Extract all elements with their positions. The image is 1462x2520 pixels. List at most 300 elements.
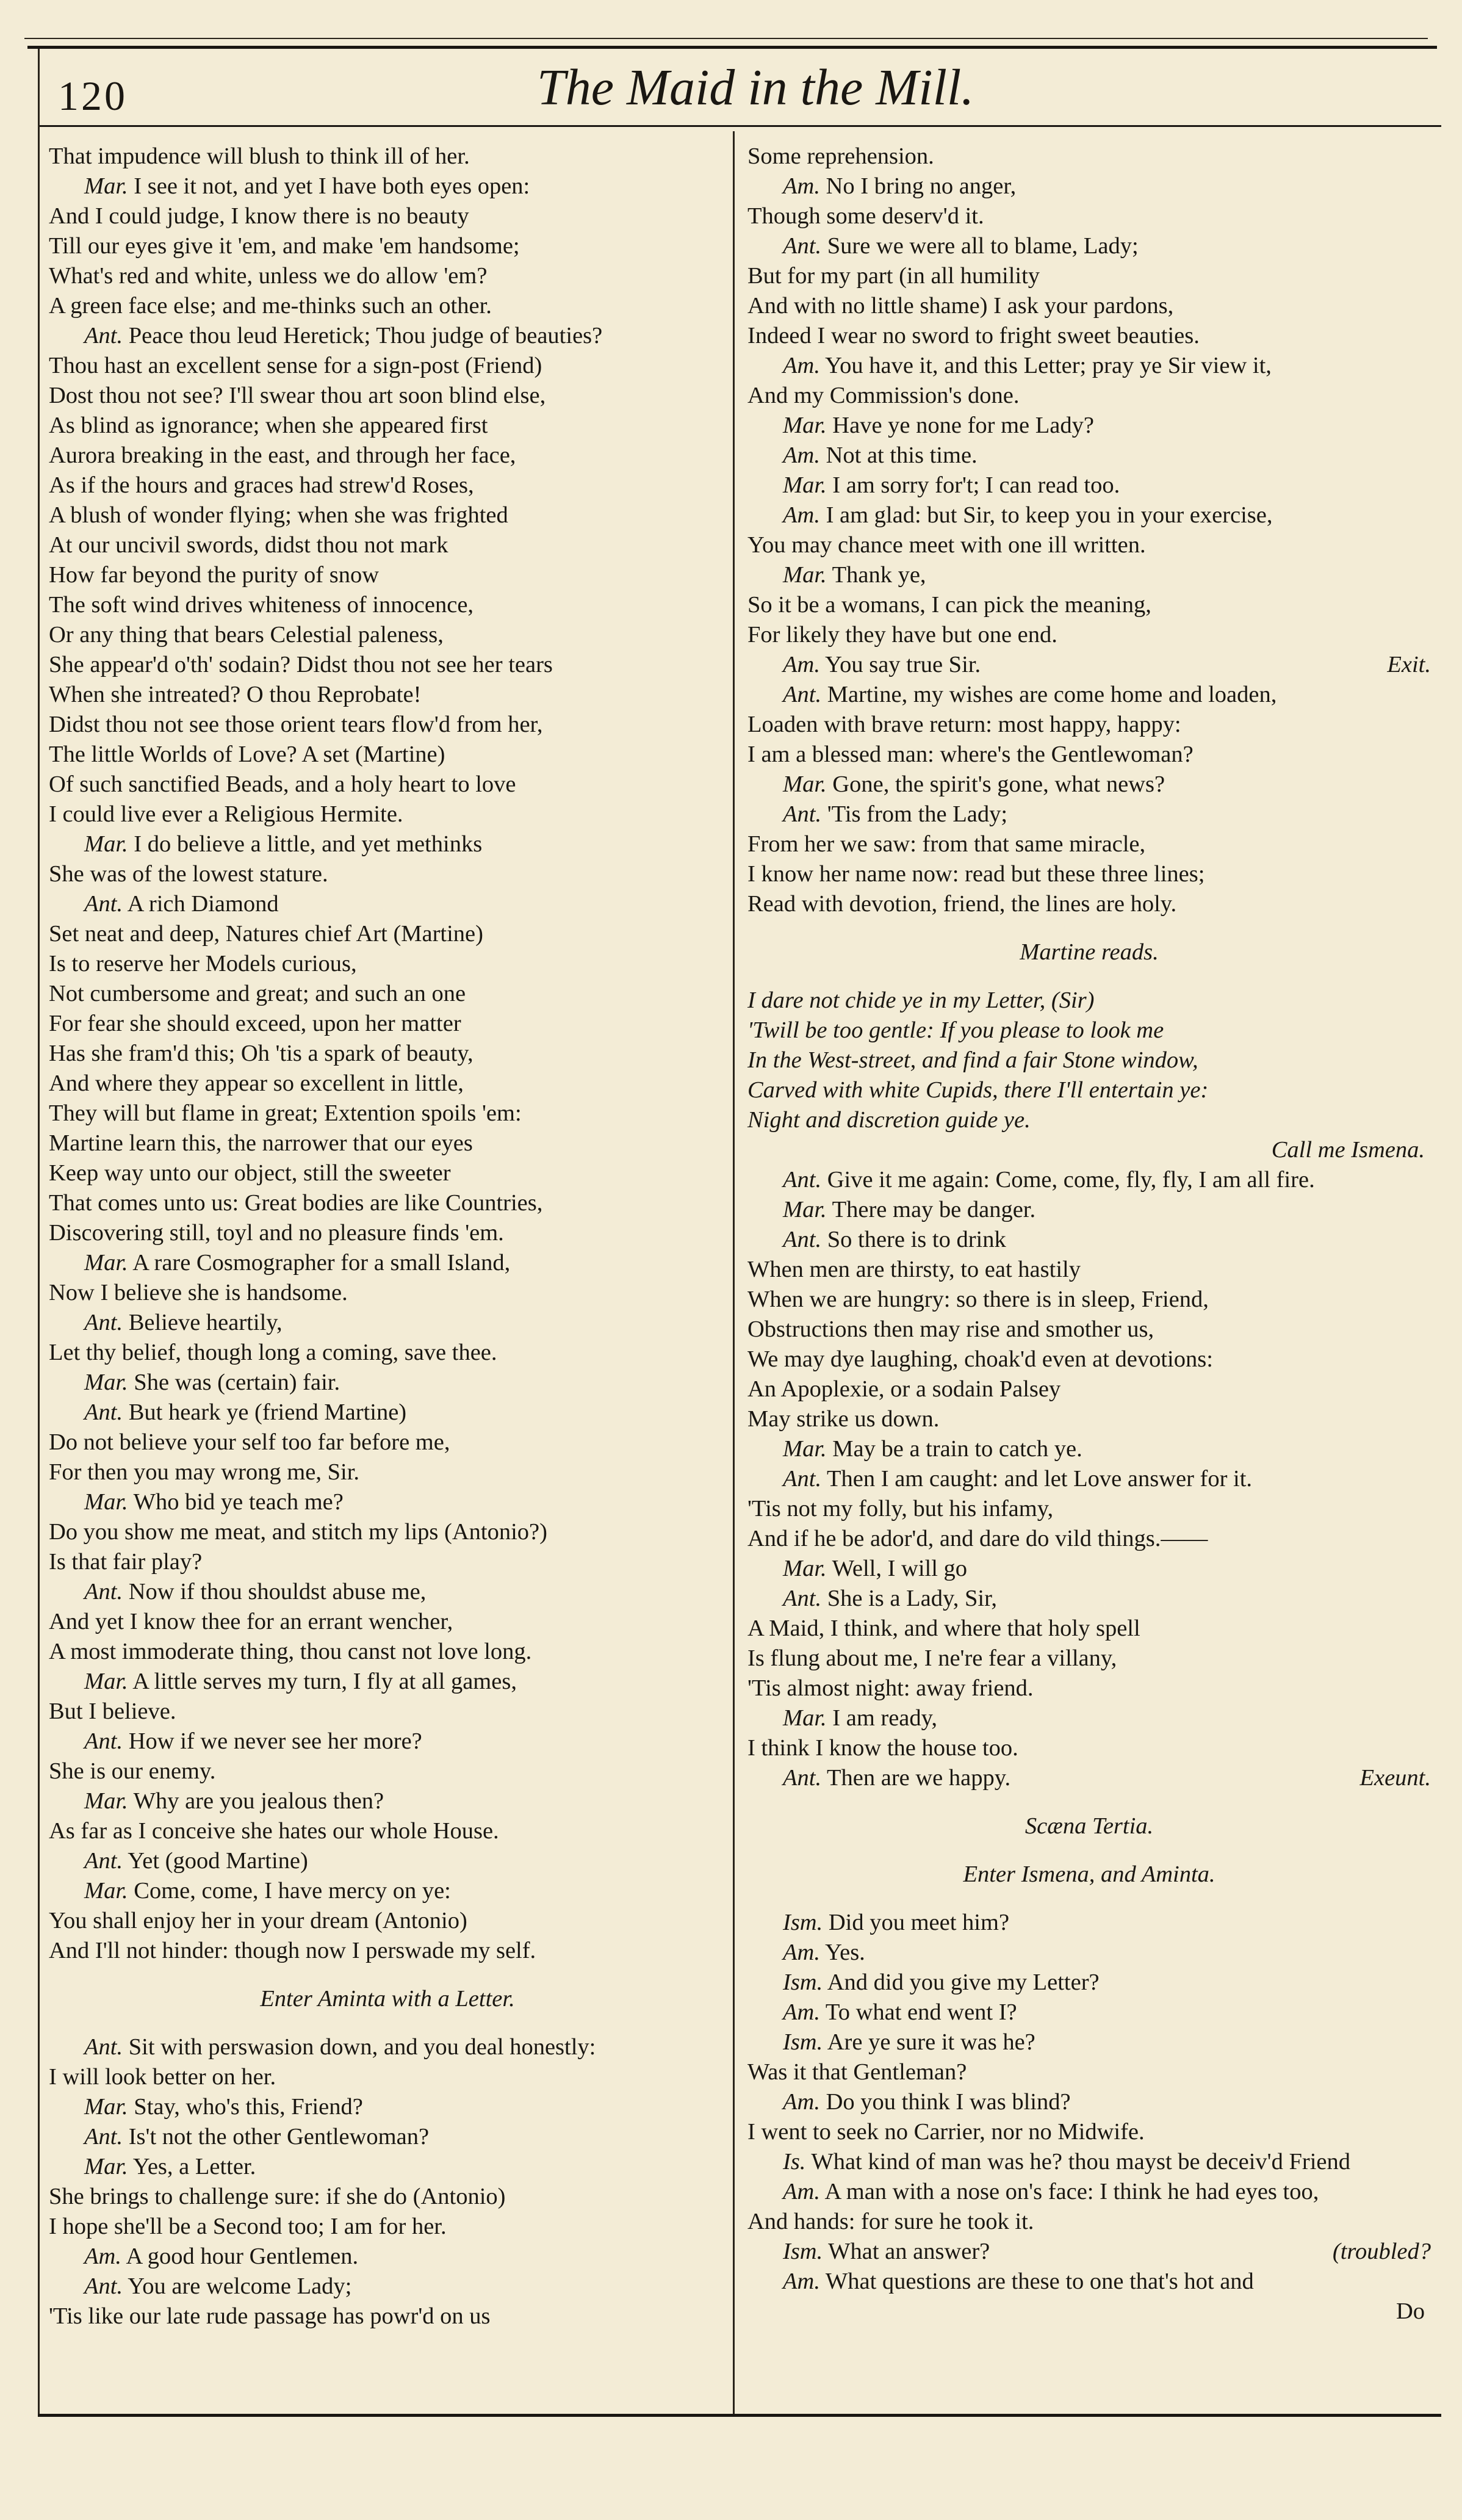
line-text: A rare Cosmographer for a small Island, [132,1250,511,1276]
speech-line [747,800,1431,829]
line-text: Gone, the spirit's gone, what news? [832,771,1165,797]
line-text: Do you show me meat, and stitch my lips (Antonio?) [49,1519,547,1545]
line-text: She is our enemy. [49,1758,216,1784]
speech-line [49,1577,726,1607]
line-text: And if he be ador'd, and dare do vild things.—— [747,1526,1208,1551]
line-text: Did you meet him? [828,1910,1010,1935]
line-text: Stay, who's this, Friend? [134,2094,363,2120]
speech-line [747,2177,1431,2207]
verse-line [747,1524,1431,1554]
stage-direction: Scæna Tertia. [1024,1813,1154,1839]
verse-line [49,1816,726,1846]
line-text: I hope she'll be a Second too; I am for her. [49,2214,447,2239]
line-text: The little Worlds of Love? A set (Martine) [49,742,445,767]
speaker-name: Ant. [783,1167,822,1193]
verse-line [747,1315,1431,1345]
line-text: Not at this time. [826,442,978,468]
speaker-name: Ant. [84,891,123,917]
line-text: Yet (good Martine) [128,1848,308,1874]
verse-line [49,1457,726,1487]
line-text: Thank ye, [832,562,926,588]
line-text: Have ye none for me Lady? [832,413,1094,438]
left-column [49,142,726,2331]
catchword: Do [1395,2298,1425,2324]
verse-line [747,829,1431,859]
verse-line [747,1673,1431,1703]
line-text: That impudence will blush to think ill of her. [49,143,470,169]
speaker-name: Mar. [84,173,128,199]
running-title: The Maid in the Mill. [537,59,974,116]
line-text: I see it not, and yet I have both eyes open: [134,173,530,199]
line-text: Didst thou not see those orient tears flow'd from her, [49,712,543,737]
verse-line [49,2182,726,2212]
spacer [747,919,1431,937]
speaker-name: Am. [783,1940,820,1965]
speaker-name: Mar. [84,1370,128,1395]
line-text: Set neat and deep, Natures chief Art (Martine) [49,921,483,947]
top-rule-thin [24,38,1428,39]
letter-line: 'Twill be too gentle: If you please to look me [747,1017,1164,1043]
line-text: Is that fair play? [49,1549,203,1575]
verse-line [747,1345,1431,1374]
speech-line [747,441,1431,471]
speech-line [49,889,726,919]
speech-line [747,1464,1431,1494]
speaker-name: Ant. [84,2124,123,2150]
speaker-name: Am. [783,442,820,468]
verse-line [49,500,726,530]
speaker-name: Ism. [783,2239,823,2264]
verse-line [747,2207,1431,2237]
line-text: We may dye laughing, choak'd even at devotions: [747,1346,1213,1372]
letter-line: Night and discretion guide ye. [747,1107,1031,1133]
speech-line [49,1248,726,1278]
speech-line [747,351,1431,381]
speaker-name: Ant. [84,1728,123,1754]
line-text: You have it, and this Letter; pray ye Sir view it, [825,353,1272,378]
speech-line [49,171,726,201]
line-text: Loaden with brave return: most happy, happy: [747,712,1181,737]
speaker-name: Ant. [783,233,822,259]
line-text: A most immoderate thing, thou canst not love long. [49,1639,532,1664]
line-text: What's red and white, unless we do allow 'em? [49,263,488,289]
line-text: I am sorry for't; I can read too. [832,472,1120,498]
speech-line [747,1998,1431,2027]
line-text: As if the hours and graces had strew'd Roses, [49,472,474,498]
verse-line [49,740,726,770]
stage-exit: Exit. [1387,652,1431,677]
spacer [747,1793,1431,1811]
verse-line [747,590,1431,620]
speaker-name: Ant. [783,801,822,827]
verse-line [49,1278,726,1308]
line-text: Are ye sure it was he? [827,2029,1035,2055]
line-text: Yes, a Letter. [132,2154,256,2179]
speech-line [747,2087,1431,2117]
speech-line [49,2242,726,2272]
verse-line [49,560,726,590]
speech-line [49,2032,726,2062]
line-text: Believe heartily, [128,1310,283,1335]
line-text: I went to seek no Carrier, nor no Midwife. [747,2119,1145,2145]
speaker-name: Am. [783,2179,820,2204]
verse-line [49,142,726,171]
line-text: She was (certain) fair. [134,1370,340,1395]
speaker-name: Am. [783,2089,820,2115]
speech-line [49,1876,726,1906]
line-text: What questions are these to one that's hot and [825,2269,1254,2294]
verse-line [49,590,726,620]
line-text: A little serves my turn, I fly at all games, [132,1669,517,1694]
line-text: Martine learn this, the narrower that our eyes [49,1130,473,1156]
speaker-name: Am. [783,353,820,378]
spacer [49,1966,726,1984]
line-text: 'Tis from the Lady; [827,801,1008,827]
verse-line [49,1428,726,1457]
line-text: May strike us down. [747,1406,940,1432]
line-text: She appear'd o'th' sodain? Didst thou not see her tears [49,652,553,677]
verse-line [49,1637,726,1667]
line-text: Let thy belief, though long a coming, save thee. [49,1340,497,1365]
speaker-name: Ant. [783,1586,822,1611]
speaker-name: Mar. [84,1878,128,1904]
line-text: And my Commission's done. [747,383,1020,408]
line-text: When she intreated? O thou Reprobate! [49,682,422,707]
speaker-name: Ant. [84,323,123,348]
speech-line [747,560,1431,590]
speaker-name: Mar. [783,1705,827,1731]
verse-line [49,1607,726,1637]
speaker-name: Mar. [84,831,128,857]
speech-line [747,680,1431,710]
verse-line [49,351,726,381]
speech-line [747,171,1431,201]
line-text: I could live ever a Religious Hermite. [49,801,403,827]
verse-line [49,1128,726,1158]
letter-line: In the West-street, and find a fair Stone window, [747,1047,1198,1073]
line-text: Till our eyes give it 'em, and make 'em handsome; [49,233,520,259]
verse-line [49,1069,726,1099]
speaker-name: Ant. [783,1765,822,1791]
line-text: From her we saw: from that same miracle, [747,831,1146,857]
verse-line [49,1697,726,1727]
column-divider [733,131,735,2414]
line-text: But I believe. [49,1699,176,1724]
speaker-name: Mar. [783,472,827,498]
line-text: To what end went I? [825,1999,1017,2025]
speaker-name: Ant. [84,2034,123,2060]
verse-line [747,1494,1431,1524]
line-text: A green face else; and me-thinks such an other. [49,293,492,319]
speaker-name: Mar. [783,1556,827,1581]
speech-line [747,1968,1431,1998]
verse-line [49,1936,726,1966]
verse-line [49,1099,726,1128]
verse-line [747,889,1431,919]
verse-line [747,1255,1431,1285]
speaker-name: Mar. [84,1250,128,1276]
line-text: Has she fram'd this; Oh 'tis a spark of beauty, [49,1041,474,1066]
line-text: Come, come, I have mercy on ye: [134,1878,451,1904]
line-text: A man with a nose on's face: I think he had eyes too, [824,2179,1319,2204]
line-text: You are welcome Lady; [128,2273,352,2299]
verse-line [747,1404,1431,1434]
speaker-name: Mar. [84,1788,128,1814]
speech-line [49,2092,726,2122]
speech-line [49,1308,726,1338]
verse-line [747,201,1431,231]
line-text: That comes unto us: Great bodies are like Countries, [49,1190,543,1216]
line-text: You may chance meet with one ill written. [747,532,1146,558]
line-text: What an answer? [828,2239,990,2264]
speaker-name: Mar. [783,562,827,588]
speech-line [49,1727,726,1756]
line-text: And yet I know thee for an errant wencher, [49,1609,453,1634]
speaker-name: Ant. [783,682,822,707]
line-text: Dost thou not see? I'll swear thou art soon blind else, [49,383,546,408]
line-text: Discovering still, toyl and no pleasure finds 'em. [49,1220,504,1246]
speaker-name: Ant. [84,1848,123,1874]
speech-line [747,1938,1431,1968]
line-text: Peace thou leud Heretick; Thou judge of beauties? [128,323,603,348]
speaker-name: Ant. [783,1466,822,1492]
line-text: As far as I conceive she hates our whole House. [49,1818,499,1844]
line-text: Is flung about me, I ne're fear a villany, [747,1645,1117,1671]
speaker-name: Ant. [84,1399,123,1425]
verse-line [49,979,726,1009]
speaker-name: Ism. [783,1910,823,1935]
speech-line [747,1584,1431,1614]
verse-line [747,530,1431,560]
line-text: Keep way unto our object, still the sweeter [49,1160,451,1186]
spacer [747,1890,1431,1908]
speaker-name: Mar. [84,1669,128,1694]
verse-line [49,1188,726,1218]
speech-line [747,1554,1431,1584]
verse-line [747,2057,1431,2087]
line-text: But for my part (in all humility [747,263,1040,289]
verse-line [747,859,1431,889]
verse-line [49,2212,726,2242]
speech-line [747,2147,1431,2177]
speaker-name: Am. [783,1999,820,2025]
line-text: And where they appear so excellent in little, [49,1070,464,1096]
line-text: So it be a womans, I can pick the meaning, [747,592,1151,618]
speech-line [49,1398,726,1428]
speaker-name: Am. [783,502,820,528]
line-text: A rich Diamond [127,891,279,917]
verse-line [49,530,726,560]
verse-line [49,859,726,889]
verse-line [747,381,1431,411]
verse-line [49,291,726,321]
verse-line [49,261,726,291]
line-text: Indeed I wear no sword to fright sweet beauties. [747,323,1200,348]
speech-line [747,1703,1431,1733]
line-text: Some reprehension. [747,143,934,169]
verse-line [747,1644,1431,1673]
speaker-name: Am. [783,652,820,677]
speech-line [49,2272,726,2302]
verse-line [747,142,1431,171]
line-text: Or any thing that bears Celestial paleness, [49,622,444,648]
line-text: Not cumbersome and great; and such an one [49,981,466,1006]
speech-line [747,500,1431,530]
verse-line [49,1158,726,1188]
line-text: And did you give my Letter? [827,1969,1100,1995]
speech-line [747,471,1431,500]
header-rule [38,125,1441,127]
line-text: I am a blessed man: where's the Gentlewoman? [747,742,1194,767]
stage-direction: Martine reads. [1020,939,1159,965]
line-text: Why are you jealous then? [133,1788,384,1814]
line-text: How if we never see her more? [128,1728,422,1754]
speaker-name: Ant. [84,1579,123,1605]
line-text: 'Tis like our late rude passage has powr'd on us [49,2303,491,2329]
verse-line [747,1733,1431,1763]
speech-line [49,1667,726,1697]
line-text: 'Tis almost night: away friend. [747,1675,1034,1701]
line-text: No I bring no anger, [826,173,1017,199]
verse-line [49,441,726,471]
line-text: You say true Sir. [825,652,981,677]
line-text: And hands: for sure he took it. [747,2209,1034,2234]
speaker-name: Mar. [84,1489,128,1515]
speech-line [747,231,1431,261]
verse-line [49,1039,726,1069]
line-text: Thou hast an excellent sense for a sign-post (Friend) [49,353,542,378]
line-text: I will look better on her. [49,2064,276,2090]
line-text: Do you think I was blind? [826,2089,1071,2115]
verse-line [747,1614,1431,1644]
speech-line [49,1487,726,1517]
spacer [49,2014,726,2032]
verse-line [49,650,726,680]
line-text: She brings to challenge sure: if she do (Antonio) [49,2184,506,2209]
line-text: Though some deserv'd it. [747,203,984,229]
speech-line [747,2267,1431,2297]
verse-line [49,2062,726,2092]
speech-line [747,411,1431,441]
line-text: And I could judge, I know there is no beauty [49,203,469,229]
line-text: Then I am caught: and let Love answer for it. [827,1466,1253,1492]
line-text: They will but flame in great; Extention spoils 'em: [49,1100,522,1126]
line-text: A good hour Gentlemen. [126,2244,359,2269]
line-text: But heark ye (friend Martine) [128,1399,407,1425]
line-text: As blind as ignorance; when she appeared first [49,413,488,438]
stage-direction: Enter Ismena, and Aminta. [963,1861,1215,1887]
speaker-name: Mar. [84,2094,128,2120]
verse-line [49,620,726,650]
line-text: May be a train to catch ye. [832,1436,1082,1462]
verse-line [49,1218,726,1248]
verse-line [49,2302,726,2331]
verse-line [49,1906,726,1936]
speaker-name: Am. [783,173,820,199]
line-text: Sure we were all to blame, Lady; [827,233,1139,259]
line-text: She is a Lady, Sir, [827,1586,997,1611]
verse-line [49,1517,726,1547]
verse-line [747,740,1431,770]
speech-line [747,2027,1431,2057]
line-text: A Maid, I think, and where that holy spell [747,1616,1140,1641]
verse-line [49,1547,726,1577]
speech-line [747,770,1431,800]
line-text: I know her name now: read but these three lines; [747,861,1205,887]
speech-line [49,1368,726,1398]
line-text: Of such sanctified Beads, and a holy heart to love [49,771,516,797]
line-text: And with no little shame) I ask your pardons, [747,293,1174,319]
bottom-rule [38,2414,1441,2417]
verse-line [747,291,1431,321]
line-text: There may be danger. [832,1197,1036,1222]
speech-line [49,829,726,859]
speaker-name: Is. [783,2149,806,2175]
verse-line [49,800,726,829]
verse-line [49,1756,726,1786]
line-text: Is't not the other Gentlewoman? [128,2124,430,2150]
line-text: 'Tis not my folly, but his infamy, [747,1496,1054,1522]
speech-line [49,1846,726,1876]
speaker-name: Ant. [783,1227,822,1252]
spacer [747,1841,1431,1860]
verse-line [49,1009,726,1039]
line-text: What kind of man was he? thou mayst be deceiv'd Friend [811,2149,1351,2175]
speech-line [747,1908,1431,1938]
speaker-name: Mar. [84,2154,128,2179]
speech-line [747,2237,1431,2267]
line-text: Is to reserve her Models curious, [49,951,357,977]
letter-line: Carved with white Cupids, there I'll entertain ye: [747,1077,1209,1103]
speech-line [747,1434,1431,1464]
verse-line [49,201,726,231]
speech-line [747,1195,1431,1225]
verse-line [747,1285,1431,1315]
verse-line [747,710,1431,740]
verse-line [49,770,726,800]
line-text: Now if thou shouldst abuse me, [128,1579,427,1605]
line-text: Who bid ye teach me? [133,1489,344,1515]
line-text: I am glad: but Sir, to keep you in your exercise, [826,502,1273,528]
letter-line: I dare not chide ye in my Letter, (Sir) [747,987,1095,1013]
speech-line [747,1763,1431,1793]
line-text: Was it that Gentleman? [747,2059,967,2085]
speaker-name: Am. [783,2269,820,2294]
left-rule [38,49,40,2417]
line-text: So there is to drink [827,1227,1006,1252]
line-text: I think I know the house too. [747,1735,1018,1761]
right-column [747,142,1431,2327]
verse-line [49,949,726,979]
speech-line [747,1165,1431,1195]
speaker-name: Ant. [84,2273,123,2299]
stage-direction: Enter Aminta with a Letter. [260,1986,515,2012]
verse-line [49,680,726,710]
speaker-name: Mar. [783,1197,827,1222]
verse-line [49,471,726,500]
verse-line [49,919,726,949]
line-text: Aurora breaking in the east, and through her face, [49,442,516,468]
speaker-name: Ism. [783,1969,823,1995]
line-text: Read with devotion, friend, the lines are holy. [747,891,1177,917]
line-text: Yes. [825,1940,865,1965]
verse-line [49,411,726,441]
line-text: Obstructions then may rise and smother us, [747,1316,1154,1342]
line-text: She was of the lowest stature. [49,861,328,887]
speech-line [49,2152,726,2182]
verse-line [747,2117,1431,2147]
line-text: I am ready, [832,1705,938,1731]
